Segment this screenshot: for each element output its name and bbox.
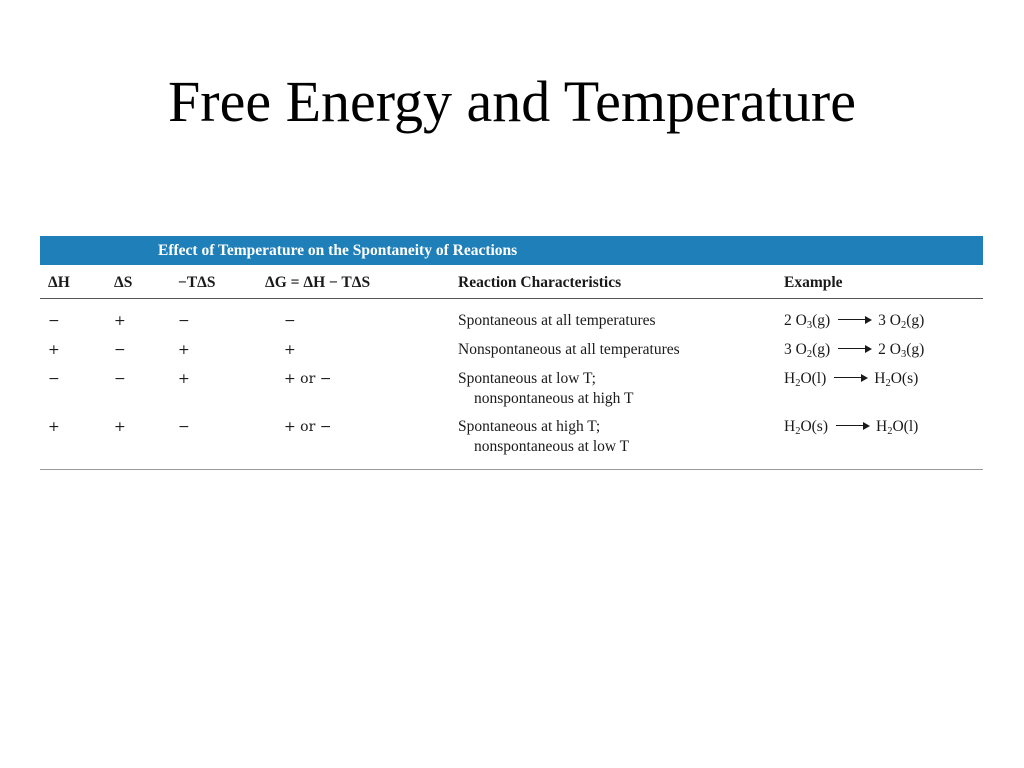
characteristics-line: Nonspontaneous at all temperatures	[458, 341, 680, 358]
product-formula: $H_2O(l)$	[876, 418, 919, 437]
header-delta-g: ΔG = ΔH − TΔS	[265, 274, 371, 291]
header-minus-t-delta-s: −TΔS	[178, 274, 216, 291]
cell-example	[784, 340, 924, 360]
reactant-formula: 2 $O_3(g)$	[784, 312, 831, 331]
reaction-arrow-icon	[834, 372, 868, 382]
reaction-arrow-icon	[838, 314, 872, 324]
header-delta-h: ΔH	[48, 274, 70, 291]
reactant-formula: $H_2O(l)$	[784, 370, 827, 389]
cell-delta-g: +	[284, 342, 296, 358]
characteristics-line: Spontaneous at high T;	[458, 418, 601, 435]
cell-characteristics	[458, 340, 680, 360]
table-header-row	[40, 265, 983, 299]
cell-delta-g: + or −	[284, 419, 332, 435]
slide-title: Free Energy and Temperature	[168, 69, 856, 134]
cell-delta-h: +	[48, 342, 60, 358]
product-formula: 2 $O_3(g)$	[878, 341, 925, 360]
cell-minus-t-delta-s: −	[178, 419, 190, 435]
cell-characteristics	[458, 417, 629, 457]
reaction-arrow-icon	[836, 420, 870, 430]
header-example: Example	[784, 274, 843, 291]
cell-delta-s: +	[114, 419, 126, 435]
spontaneity-table	[40, 236, 983, 470]
cell-delta-s: −	[114, 342, 126, 358]
cell-delta-h: −	[48, 313, 60, 329]
product-formula: 3 $O_2(g)$	[878, 312, 925, 331]
cell-delta-h: −	[48, 371, 60, 387]
cell-delta-s: +	[114, 313, 126, 329]
characteristics-line-2: nonspontaneous at high T	[474, 390, 634, 407]
cell-example	[784, 311, 924, 331]
cell-minus-t-delta-s: +	[178, 371, 190, 387]
cell-example	[784, 417, 918, 437]
product-formula: $H_2O(s)$	[874, 370, 919, 389]
header-reaction-characteristics: Reaction Characteristics	[458, 274, 622, 291]
cell-characteristics	[458, 369, 633, 409]
reaction-arrow-icon	[838, 343, 872, 353]
characteristics-line: Spontaneous at low T;	[458, 370, 596, 387]
table-caption: Effect of Temperature on the Spontaneity of Reactions	[40, 236, 983, 265]
cell-delta-g: + or −	[284, 371, 332, 387]
header-delta-s: ΔS	[114, 274, 133, 291]
cell-delta-s: −	[114, 371, 126, 387]
reactant-formula: 3 $O_2(g)$	[784, 341, 831, 360]
reactant-formula: $H_2O(s)$	[784, 418, 829, 437]
table-body	[40, 299, 983, 470]
characteristics-line-2: nonspontaneous at low T	[474, 438, 630, 455]
cell-example	[784, 369, 918, 389]
cell-delta-h: +	[48, 419, 60, 435]
cell-minus-t-delta-s: −	[178, 313, 190, 329]
cell-characteristics	[458, 311, 656, 331]
cell-delta-g: −	[284, 313, 296, 329]
cell-minus-t-delta-s: +	[178, 342, 190, 358]
characteristics-line: Spontaneous at all temperatures	[458, 312, 656, 329]
